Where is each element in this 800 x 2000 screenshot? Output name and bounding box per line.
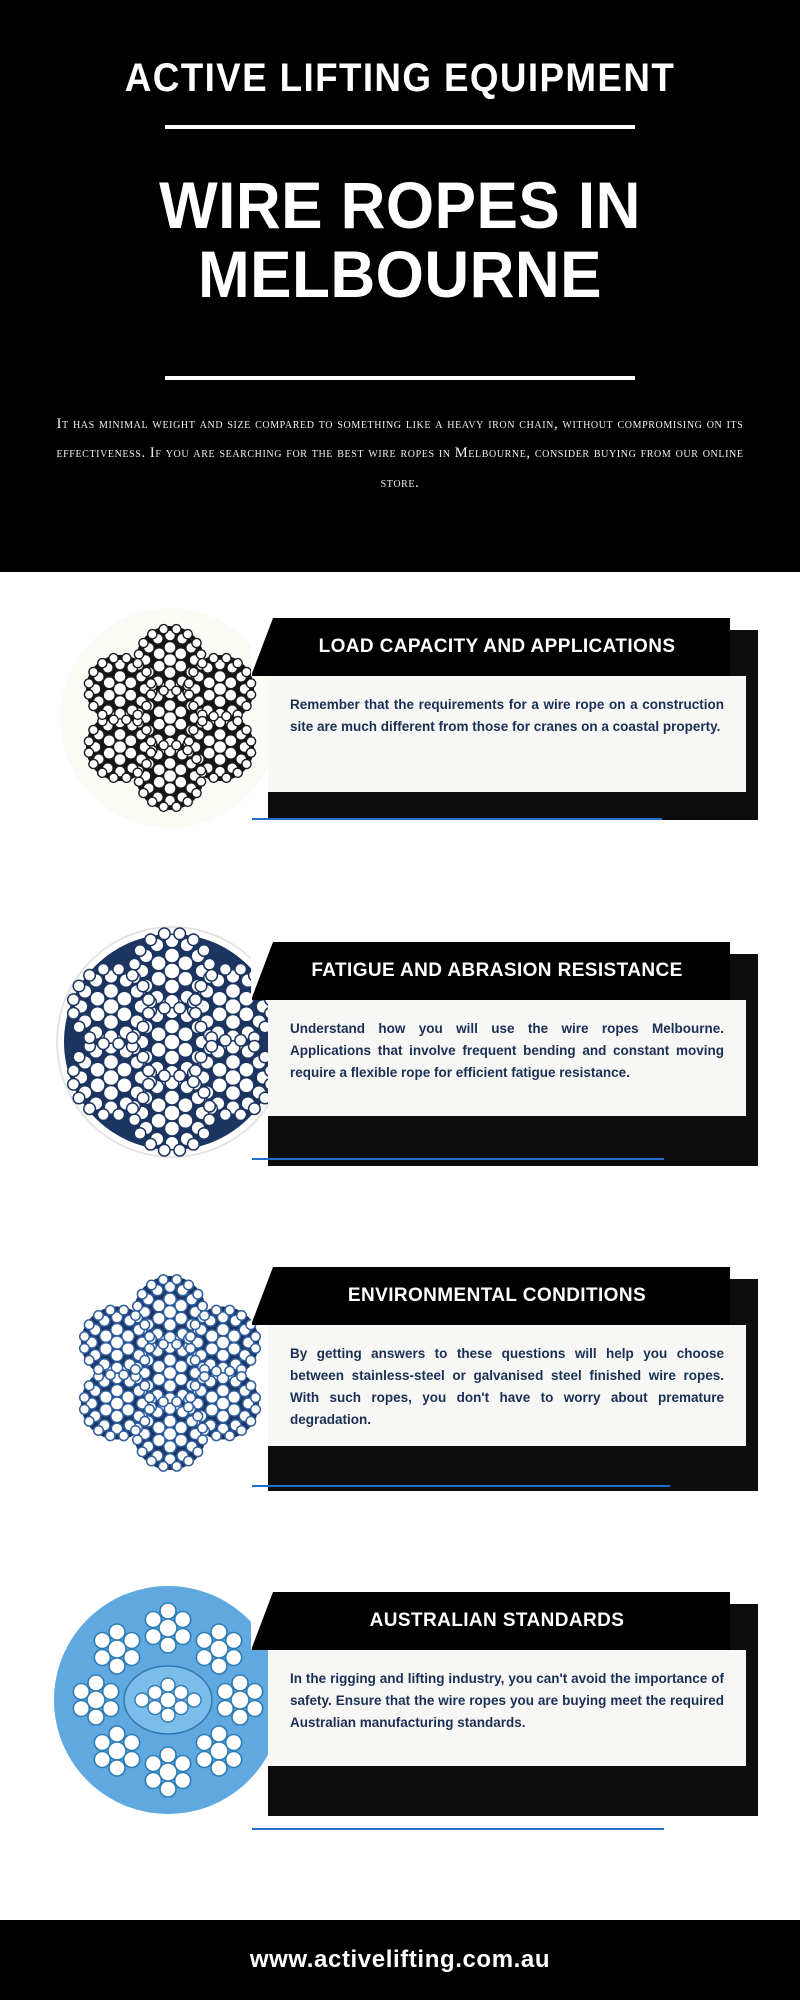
section-body-card: [268, 1325, 746, 1446]
section-title-bar: [252, 942, 730, 1000]
intro-paragraph: It has minimal weight and size compared to something like a heavy iron chain, without compromising on its effectiveness. If you are searching for the best wire ropes in Melbourne, consider buying from our online store.: [56, 415, 744, 492]
section-accent-underline: [252, 1158, 664, 1160]
section-accent-underline: [252, 818, 662, 820]
header-banner: [0, 0, 800, 572]
section-title-bar: [252, 1592, 730, 1650]
section-title-bar: [252, 618, 730, 676]
wire-rope-cross-section-blue-icon: [60, 1263, 280, 1483]
section-body-text: Understand how you will use the wire ropes Melbourne. Applications that involve frequent bending and constant moving require a flexible rope for efficient fatigue resistance.: [290, 1021, 724, 1080]
section-title: ENVIRONMENTAL CONDITIONS: [347, 1285, 647, 1306]
section-title: AUSTRALIAN STANDARDS: [369, 1610, 625, 1631]
section-title-bar: [252, 1267, 730, 1325]
divider-bottom: [165, 376, 635, 380]
section-body-card: [268, 1650, 746, 1766]
wire-rope-cross-section-dark-icon: [60, 608, 280, 828]
section-title: FATIGUE AND ABRASION RESISTANCE: [311, 960, 683, 981]
section-body-text: In the rigging and lifting industry, you can't avoid the importance of safety. Ensure that the wire ropes you are buying meet the required Australian manufacturing standards.: [290, 1671, 724, 1730]
section-title: LOAD CAPACITY AND APPLICATIONS: [318, 636, 676, 657]
section-body-card: [268, 1000, 746, 1116]
footer-bar: [0, 1920, 800, 2000]
section-load-capacity: [0, 600, 800, 910]
section-accent-underline: [252, 1485, 670, 1487]
section-accent-underline: [252, 1828, 664, 1830]
section-body-text: Remember that the requirements for a wire rope on a construction site are much different from those for cranes on a coastal property.: [290, 697, 724, 734]
website-url-link[interactable]: www.activelifting.com.au: [249, 1946, 551, 1973]
page-title: WIRE ROPES IN MELBOURNE: [159, 168, 641, 312]
section-body-card: [268, 676, 746, 792]
section-environmental-conditions: [0, 1245, 800, 1555]
divider-top: [165, 125, 635, 129]
wire-rope-cross-section-lightblue-icon: [52, 1584, 284, 1816]
section-australian-standards: [0, 1570, 800, 1880]
section-fatigue-abrasion: [0, 920, 800, 1230]
brand-name: ACTIVE LIFTING EQUIPMENT: [124, 56, 676, 100]
section-body-text: By getting answers to these questions will help you choose between stainless-steel or galvanised steel finished wire ropes. With such ropes, you don't have to worry about premature degradation.: [290, 1346, 724, 1427]
